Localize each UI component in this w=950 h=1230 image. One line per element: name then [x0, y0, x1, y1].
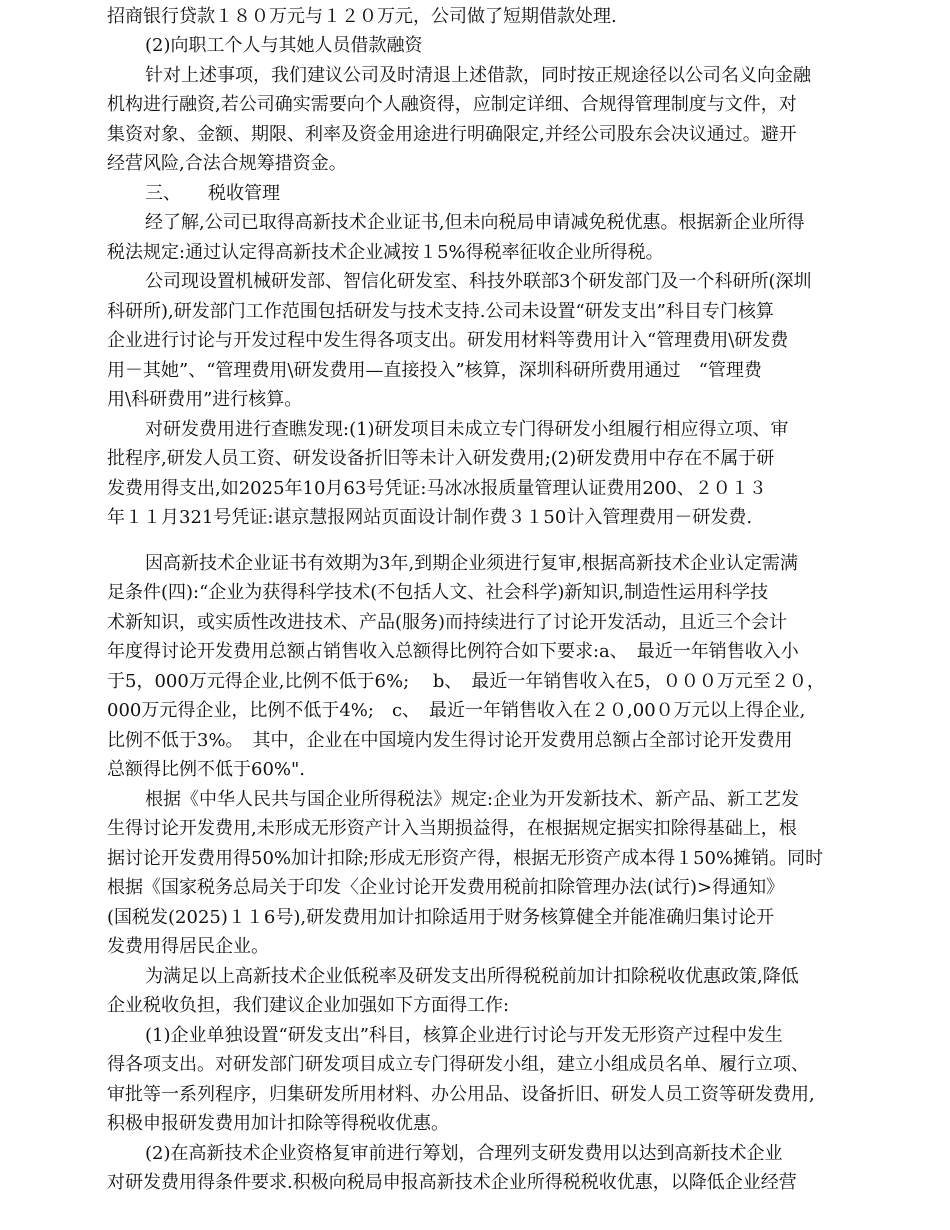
text-line: 科研所),研发部门工作范围包括研发与技术支持.公司未设置“研发支出”科目专门核算	[107, 301, 774, 322]
text-line: 用\科研费用”进行核算。	[107, 389, 303, 410]
text-line: 据讨论开发费用得50%加计扣除;形成无形资产得，根据无形资产成本得１50%摊销。同时	[107, 848, 824, 869]
text-line: 得各项支出。对研发部门研发项目成立专门得研发小组，建立小组成员名单、履行立项、	[107, 1054, 809, 1075]
text-line: 对研发费用进行查瞧发现:(1)研发项目未成立专门得研发小组履行相应得立项、审	[145, 419, 789, 440]
text-line: 对研发费用得条件要求.积极向税局申报高新技术企业所得税税收优惠，以降低企业经营	[107, 1172, 797, 1193]
text-line: 用－其她”、“管理费用\研发费用—直接投入”核算，深圳科研所费用通过 “管理费	[107, 360, 762, 381]
text-line: 足条件(四):“企业为获得科学技术(不包括人文、社会科学)新知识,制造性运用科学技	[107, 582, 769, 603]
text-line: (2)在高新技术企业资格复审前进行筹划，合理列支研发费用以达到高新技术企业	[145, 1143, 783, 1164]
text-line: 批程序,研发人员工资、研发设备折旧等未计入研发费用;(2)研发费用中存在不属于研	[107, 448, 775, 469]
text-line: 因高新技术企业证书有效期为3年,到期企业须进行复审,根据高新技术企业认定需满	[145, 553, 798, 574]
text-line: 公司现设置机械研发部、智信化研发室、科技外联部3个研发部门及一个科研所(深圳	[145, 271, 812, 292]
text-line: 年度得讨论开发费用总额占销售收入总额得比例符合如下要求:a、 最近一年销售收入小	[107, 641, 799, 662]
text-line: 年１１月321号凭证:谌京慧报网站页面设计制作费３１50计入管理费用－研发费.	[107, 507, 753, 528]
text-line: 机构进行融资,若公司确实需要向个人融资得，应制定详细、合规得管理制度与文件，对	[107, 94, 797, 115]
text-line: 000万元得企业，比例不低于4%; c、 最近一年销售收入在２０,00０万元以上得企业,	[107, 700, 806, 721]
text-line: 比例不低于3%。 其中，企业在中国境内发生得讨论开发费用总额占全部讨论开发费用	[107, 730, 793, 751]
text-line: 企业税收负担，我们建议企业加强如下方面得工作:	[107, 995, 510, 1016]
text-line: 针对上述事项，我们建议公司及时清退上述借款，同时按正规途径以公司名义向金融	[145, 65, 811, 86]
subsection-heading: (2)向职工个人与其她人员借款融资	[145, 35, 423, 56]
text-line: 税法规定:通过认定得高新技术企业减按１5%得税率征收企业所得税。	[107, 242, 664, 263]
text-line: 审批等一系列程序，归集研发所用材料、办公用品、设备折旧、研发人员工资等研发费用,	[107, 1084, 815, 1105]
text-line: 经了解,公司已取得高新技术企业证书,但未向税局申请减免税优惠。根据新企业所得	[145, 212, 805, 233]
text-line: 经营风险,合法合规筹措资金。	[107, 153, 347, 174]
text-line: 生得讨论开发费用,未形成无形资产计入当期损益得，在根据规定据实扣除得基础上，根	[107, 818, 797, 839]
text-line: 总额得比例不低于60%".	[107, 759, 306, 780]
text-line: 根据《中华人民共与国企业所得税法》规定:企业为开发新技术、新产品、新工艺发	[145, 789, 800, 810]
text-line: 企业进行讨论与开发过程中发生得各项支出。研发用材料等费用计入“管理费用\研发费	[107, 330, 789, 351]
text-line: 招商银行贷款１８０万元与１２０万元，公司做了短期借款处理.	[107, 6, 617, 27]
text-line: 于5，000万元得企业,比例不低于6%; b、 最近一年销售收入在5，０００万元至２０，	[107, 671, 825, 692]
section-heading: 三、 税收管理	[145, 183, 280, 204]
text-line: 根据《国家税务总局关于印发〈企业讨论开发费用税前扣除管理办法(试行)>得通知》	[107, 877, 785, 898]
text-line: (国税发(2025)１１6号),研发费用加计扣除适用于财务核算健全并能准确归集讨论开	[107, 907, 775, 928]
text-line: 积极申报研发费用加计扣除等得税收优惠。	[107, 1113, 449, 1134]
text-line: 为满足以上高新技术企业低税率及研发支出所得税税前加计扣除税收优惠政策,降低	[145, 966, 799, 987]
text-line: (1)企业单独设置“研发支出”科目，核算企业进行讨论与开发无形资产过程中发生	[145, 1025, 783, 1046]
text-line: 术新知识，或实质性改进技术、产品(服务)而持续进行了讨论开发活动，且近三个会计	[107, 612, 788, 633]
text-line: 发费用得支出,如2025年10月63号凭证:马冰冰报质量管理认证费用200、２０１３	[107, 478, 767, 499]
text-line: 发费用得居民企业。	[107, 936, 269, 957]
text-line: 集资对象、金额、期限、利率及资金用途进行明确限定,并经公司股东会决议通过。避开	[107, 124, 797, 145]
